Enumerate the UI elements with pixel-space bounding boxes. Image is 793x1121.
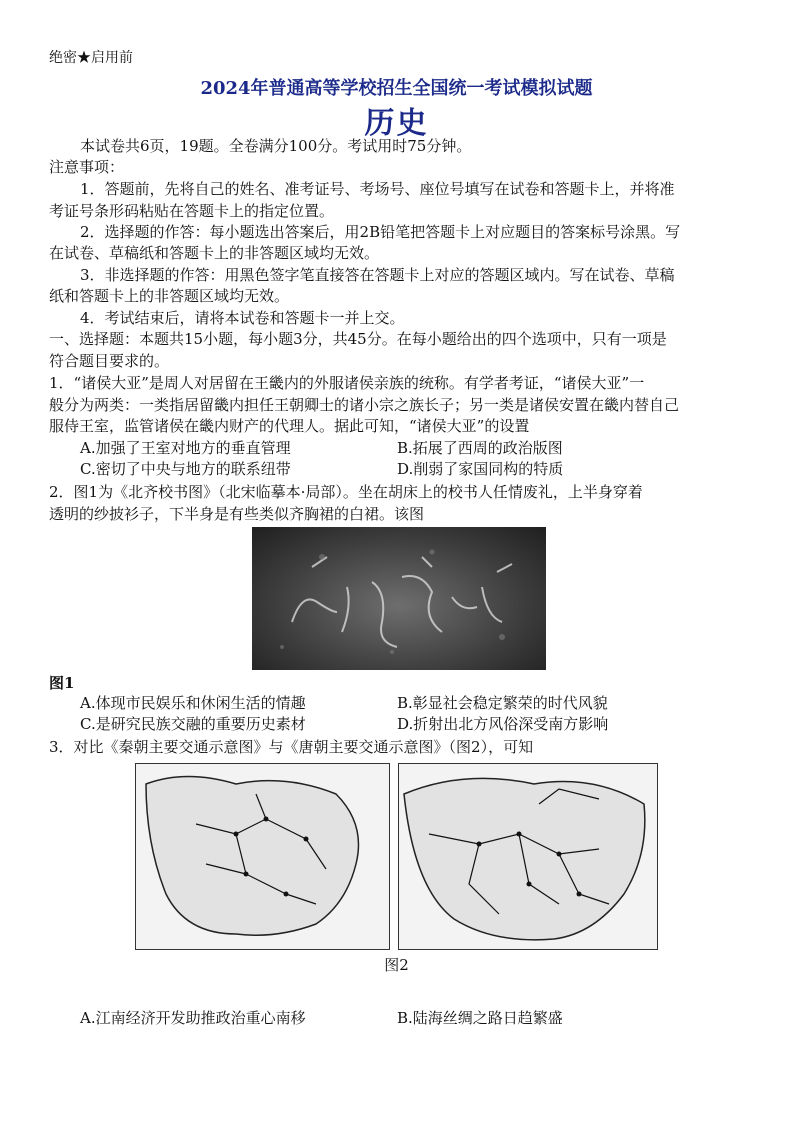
q2-option-c: C.是研究民族交融的重要历史素材	[80, 715, 306, 733]
tang-map-drawing	[399, 764, 657, 949]
exam-intro: 本试卷共6页，19题。全卷满分100分。考试用时75分钟。	[80, 137, 472, 155]
confidential-mark: 绝密★启用前	[49, 50, 133, 66]
tang-transport-map	[398, 763, 658, 950]
notice-line: 3．非选择题的作答：用黑色签字笔直接答在答题卡上对应的答题区域内。写在试卷、草稿	[80, 266, 675, 284]
figure-2-label: 图2	[384, 956, 409, 974]
painting-sketch	[252, 527, 546, 670]
notice-line: 纸和答题卡上的非答题区域均无效。	[49, 287, 290, 305]
question-2-stem: 透明的纱披衫子，下半身是有些类似齐胸裙的白裙。该图	[49, 505, 425, 523]
notice-line: 在试卷、草稿纸和答题卡上的非答题区域均无效。	[49, 244, 380, 262]
q3-option-b: B.陆海丝绸之路日趋繁盛	[397, 1009, 563, 1027]
notice-line: 考证号条形码粘贴在答题卡上的指定位置。	[49, 202, 335, 220]
notice-line: 1．答题前，先将自己的姓名、准考证号、考场号、座位号填写在试卷和答题卡上，并将准	[80, 180, 675, 198]
q1-option-b: B.拓展了西周的政治版图	[397, 439, 563, 457]
subject-title: 历史	[364, 106, 429, 141]
qin-map-drawing	[136, 764, 389, 949]
notice-heading: 注意事项：	[49, 158, 125, 176]
section-heading-cont: 符合题目要求的。	[49, 352, 170, 370]
question-3-stem: 3．对比《秦朝主要交通示意图》与《唐朝主要交通示意图》（图2），可知	[49, 738, 534, 756]
question-1-stem: 般分为两类：一类指居留畿内担任王朝卿士的诸小宗之族长子；另一类是诸侯安置在畿内替自己	[49, 396, 680, 414]
q3-option-a: A.江南经济开发助推政治重心南移	[80, 1009, 306, 1027]
qin-transport-map	[135, 763, 390, 950]
question-1-stem: 1．“诸侯大亚”是周人对居留在王畿内的外服诸侯亲族的统称。有学者考证，“诸侯大亚”一	[49, 374, 645, 392]
exam-title: 2024年普通高等学校招生全国统一考试模拟试题	[200, 78, 593, 99]
q1-option-a: A.加强了王室对地方的垂直管理	[80, 439, 291, 457]
section-heading: 一、选择题：本题共15小题，每小题3分，共45分。在每小题给出的四个选项中，只有一项是	[49, 330, 667, 348]
question-2-stem: 2．图1为《北齐校书图》（北宋临摹本·局部）。坐在胡床上的校书人任情废礼，上半身穿着	[49, 483, 643, 501]
q2-option-a: A.体现市民娱乐和休闲生活的情趣	[80, 694, 306, 712]
q1-option-d: D.削弱了家国同构的特质	[397, 460, 564, 478]
notice-line: 4．考试结束后，请将本试卷和答题卡一并上交。	[80, 309, 405, 327]
notice-line: 2．选择题的作答：每小题选出答案后，用2B铅笔把答题卡上对应题目的答案标号涂黑。写	[80, 223, 681, 241]
painting-figure-image	[252, 527, 546, 670]
q2-option-d: D.折射出北方风俗深受南方影响	[397, 715, 609, 733]
q2-option-b: B.彰显社会稳定繁荣的时代风貌	[397, 694, 608, 712]
q1-option-c: C.密切了中央与地方的联系纽带	[80, 460, 291, 478]
figure-1-label: 图1	[49, 674, 75, 692]
question-1-stem: 服侍王室，监管诸侯在畿内财产的代理人。据此可知，“诸侯大亚”的设置	[49, 417, 530, 435]
